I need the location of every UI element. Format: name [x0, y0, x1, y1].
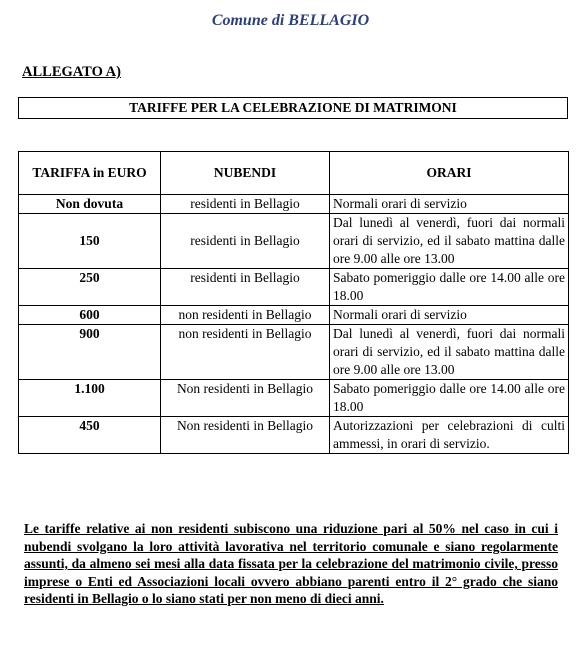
- table-header-row: [19, 152, 569, 195]
- tariffa-cell: Non dovuta: [19, 195, 161, 214]
- orari-cell: Sabato pomeriggio dalle ore 14.00 alle ore 18.00: [330, 269, 569, 306]
- column-header-nubendi: NUBENDI: [161, 152, 330, 195]
- table-row: [19, 214, 569, 269]
- table-row: [19, 380, 569, 417]
- column-header-orari: ORARI: [330, 152, 569, 195]
- tariffa-cell: 150: [19, 214, 161, 269]
- tariffa-cell: 900: [19, 325, 161, 380]
- nubendi-cell: Non residenti in Bellagio: [161, 380, 330, 417]
- reduction-note: Le tariffe relative ai non residenti subiscono una riduzione pari al 50% nel caso in cui i nubendi svolgano la loro attività lavorativa nel territorio comunale e siano regolarmente assunti, da almeno sei mesi alla data fissata per la celebrazione del matrimonio civile, presso imprese o Enti ed Associazioni locali ovvero abbiano parenti entro il 2° grado che siano residenti in Bellagio o lo siano stati per non meno di dieci anni.: [24, 521, 558, 607]
- document-header-title: Comune di BELLAGIO: [211, 12, 370, 29]
- orari-cell: Normali orari di servizio: [330, 306, 569, 325]
- table-row: [19, 325, 569, 380]
- nubendi-cell: residenti in Bellagio: [161, 269, 330, 306]
- column-header-tariffa: TARIFFA in EURO: [19, 152, 161, 195]
- tariffa-cell: 1.100: [19, 380, 161, 417]
- orari-cell: Dal lunedì al venerdì, fuori dai normali orari di servizio, ed il sabato mattina dalle ore 9.00 alle ore 13.00: [330, 325, 569, 380]
- nubendi-cell: non residenti in Bellagio: [161, 325, 330, 380]
- tariffa-cell: 600: [19, 306, 161, 325]
- allegato-label: ALLEGATO A): [22, 64, 121, 80]
- nubendi-cell: Non residenti in Bellagio: [161, 417, 330, 454]
- orari-cell: Sabato pomeriggio dalle ore 14.00 alle ore 18.00: [330, 380, 569, 417]
- nubendi-cell: non residenti in Bellagio: [161, 306, 330, 325]
- nubendi-cell: residenti in Bellagio: [161, 214, 330, 269]
- table-row: [19, 195, 569, 214]
- table-row: [19, 417, 569, 454]
- table-title: TARIFFE PER LA CELEBRAZIONE DI MATRIMONI: [18, 97, 568, 119]
- tariffa-cell: 450: [19, 417, 161, 454]
- table-row: [19, 269, 569, 306]
- table-row: [19, 306, 569, 325]
- nubendi-cell: residenti in Bellagio: [161, 195, 330, 214]
- orari-cell: Dal lunedì al venerdì, fuori dai normali orari di servizio, ed il sabato mattina dalle ore 9.00 alle ore 13.00: [330, 214, 569, 269]
- orari-cell: Autorizzazioni per celebrazioni di culti ammessi, in orari di servizio.: [330, 417, 569, 454]
- orari-cell: Normali orari di servizio: [330, 195, 569, 214]
- tariffe-table: [18, 151, 569, 454]
- tariffa-cell: 250: [19, 269, 161, 306]
